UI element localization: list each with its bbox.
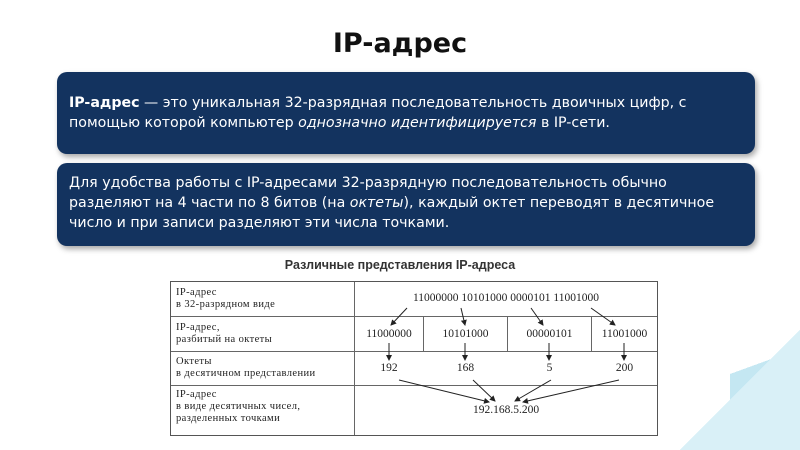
arrow-line <box>531 308 543 325</box>
octet-binary-value: 11000000 <box>366 328 412 340</box>
octets-box <box>57 163 755 246</box>
octet-binary-value: 10101000 <box>442 328 489 340</box>
octet-binary-value: 11001000 <box>601 328 648 340</box>
arrow-line <box>591 308 615 325</box>
decor-corner-shape-front <box>680 330 800 450</box>
definition-text-b: в IP-сети. <box>536 115 610 131</box>
octet-decimal-value: 168 <box>456 362 475 374</box>
row-label-decimal: Октеты в десятичном представлении <box>176 356 316 379</box>
octet-decimal-value: 5 <box>546 362 553 374</box>
definition-italic: однозначно идентифицируется <box>298 115 537 131</box>
arrow-line <box>391 308 407 325</box>
octets-italic: октеты <box>349 195 404 211</box>
conversion-arrows <box>171 282 657 435</box>
octets-text-a: Для удобства работы с IP-адресами 32-разрядную последовательность обычно разделяют на 4 части по 8 битов (на <box>69 175 667 211</box>
arrow-line <box>461 308 465 325</box>
definition-box <box>57 72 755 154</box>
binary-full-value: 11000000 10101000 0000101 11001000 <box>412 292 600 304</box>
octet-binary-value: 00000101 <box>526 328 573 340</box>
arrow-line <box>523 380 619 402</box>
arrow-line <box>515 380 551 401</box>
octet-decimal-value: 192 <box>380 362 398 374</box>
row-label-binary: IP-адрес в 32-разрядном виде <box>176 287 276 310</box>
definition-term: IP-адрес <box>69 95 140 111</box>
slide-title: IP-адрес <box>332 28 468 59</box>
octets-text-b: ), каждый октет переводят в десятичное число и при записи разделяют эти числа точками. <box>69 195 715 231</box>
figure-title: Различные представления IP-адреса <box>284 258 516 272</box>
dotted-ip-value: 192.168.5.200 <box>472 404 540 416</box>
row-label-dotted: IP-адрес в виде десятичных чисел, разделенных точками <box>176 389 301 424</box>
definition-text-a: — это уникальная 32-разрядная последовательность двоичных цифр, с помощью которой компьютер <box>69 95 687 131</box>
octet-decimal-value: 200 <box>615 362 634 374</box>
arrow-line <box>473 380 495 401</box>
arrow-line <box>399 380 489 402</box>
ip-representation-table <box>170 281 658 436</box>
row-label-octets: IP-адрес, разбитый на октеты <box>176 322 273 345</box>
